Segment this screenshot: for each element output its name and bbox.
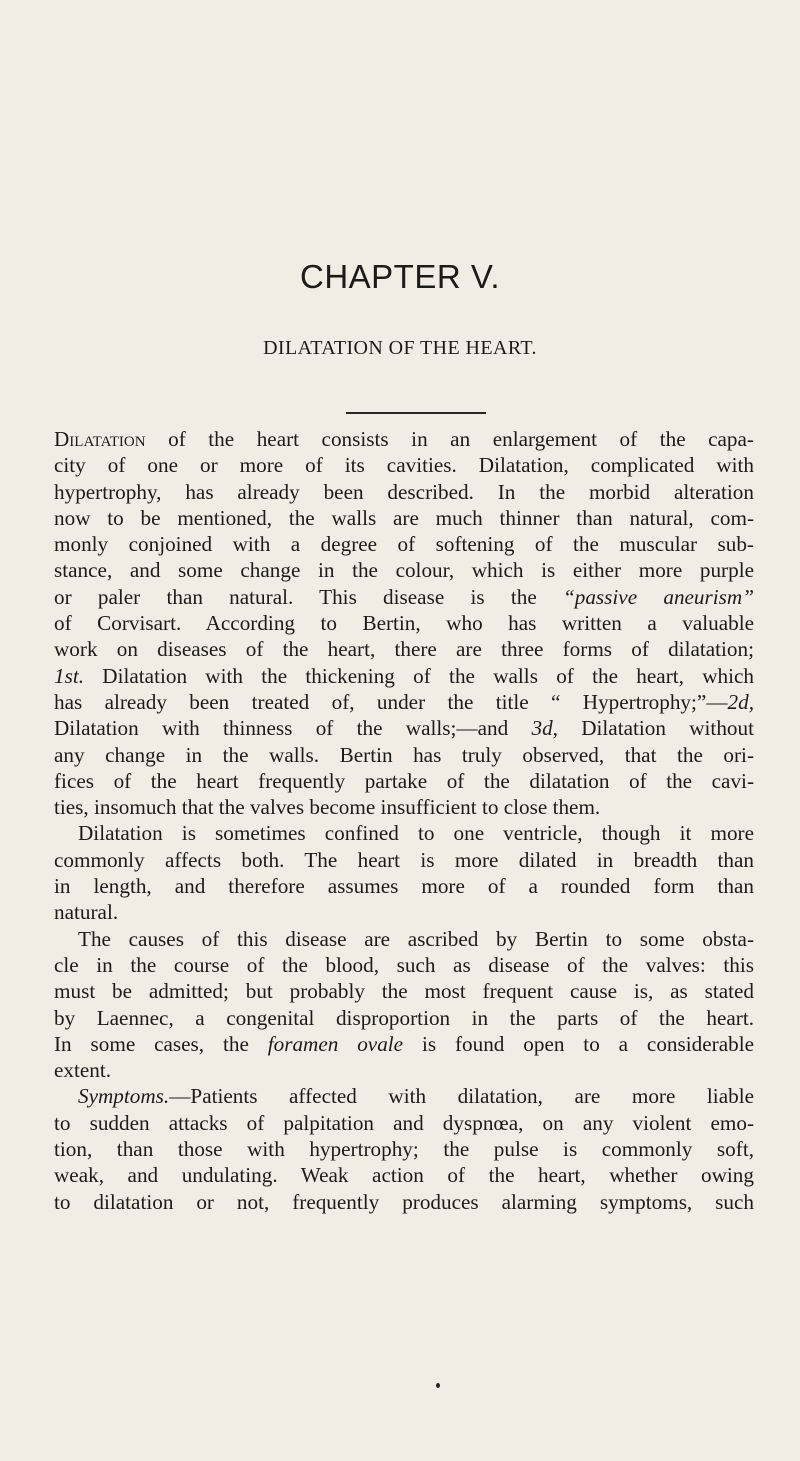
- italic-term: “passive aneurism”: [562, 584, 754, 609]
- paragraph-extent: [54, 820, 754, 925]
- text-line: commonly affects both. The heart is more dilated in breadth than: [54, 847, 754, 872]
- text-line: In some cases, the foramen ovale is found open to a considerable: [54, 1031, 754, 1056]
- body-text: [54, 426, 754, 1215]
- text-line: of Corvisart. According to Bertin, who has written a valuable: [54, 611, 754, 636]
- paragraph-definition: [54, 426, 754, 820]
- text-line: has already been treated of, under the title “ Hypertrophy;”—2d,: [54, 689, 754, 714]
- text-line: Dilatation with thinness of the walls;—and 3d, Dilatation without: [54, 716, 754, 741]
- text-line: weak, and undulating. Weak action of the heart, whether owing: [54, 1163, 754, 1188]
- paragraph-causes: [54, 926, 754, 1084]
- text-line: stance, and some change in the colour, which is either more purple: [54, 558, 754, 583]
- italic-term: foramen ovale: [267, 1031, 404, 1056]
- text-line: ties, insomuch that the valves become insufficient to close them.: [54, 795, 601, 820]
- chapter-title: CHAPTER V.: [299, 258, 500, 295]
- text-line: any change in the walls. Bertin has truly observed, that the ori-: [54, 742, 754, 767]
- section-heading: Symptoms.: [78, 1084, 170, 1109]
- chapter-subtitle: DILATATION OF THE HEART.: [263, 337, 537, 359]
- text-line: extent.: [54, 1058, 112, 1083]
- text-line: 1st. Dilatation with the thickening of the walls of the heart, which: [54, 663, 754, 688]
- text-line: now to be mentioned, the walls are much thinner than natural, com-: [54, 505, 754, 530]
- text-line: fices of the heart frequently partake of the dilatation of the cavi-: [54, 768, 754, 793]
- text-line: Dilatation is sometimes confined to one ventricle, though it more: [78, 821, 754, 846]
- text-line: Dilatation of the heart consists in an enlargement of the capa-: [54, 427, 754, 451]
- text-line: work on diseases of the heart, there are three forms of dilatation;: [54, 637, 754, 662]
- text-line: hypertrophy, has already been described. In the morbid alteration: [54, 479, 754, 504]
- drop-word: Dilatation: [54, 427, 146, 451]
- text-line: or paler than natural. This disease is the “passive aneurism”: [54, 584, 754, 609]
- ink-speck: [436, 1383, 440, 1388]
- text-line: The causes of this disease are ascribed by Bertin to some obsta-: [78, 926, 754, 951]
- paragraph-symptoms: [54, 1083, 754, 1214]
- text-line: Symptoms.—Patients affected with dilatation, are more liable: [78, 1084, 754, 1109]
- text-line: monly conjoined with a degree of softening of the muscular sub-: [54, 532, 754, 557]
- text-line: in length, and therefore assumes more of a rounded form than: [54, 874, 754, 899]
- text-line: city of one or more of its cavities. Dilatation, complicated with: [54, 453, 754, 478]
- text-line: to sudden attacks of palpitation and dyspnœa, on any violent emo-: [54, 1110, 754, 1135]
- title-divider: [346, 412, 486, 414]
- text-line: natural.: [54, 900, 119, 925]
- text-line: must be admitted; but probably the most frequent cause is, as stated: [54, 979, 754, 1004]
- text-line: tion, than those with hypertrophy; the pulse is commonly soft,: [54, 1137, 754, 1162]
- text-line: cle in the course of the blood, such as disease of the valves: this: [54, 952, 754, 977]
- text-line: by Laennec, a congenital disproportion in the parts of the heart.: [54, 1005, 754, 1030]
- text-line: to dilatation or not, frequently produces alarming symptoms, such: [54, 1189, 754, 1214]
